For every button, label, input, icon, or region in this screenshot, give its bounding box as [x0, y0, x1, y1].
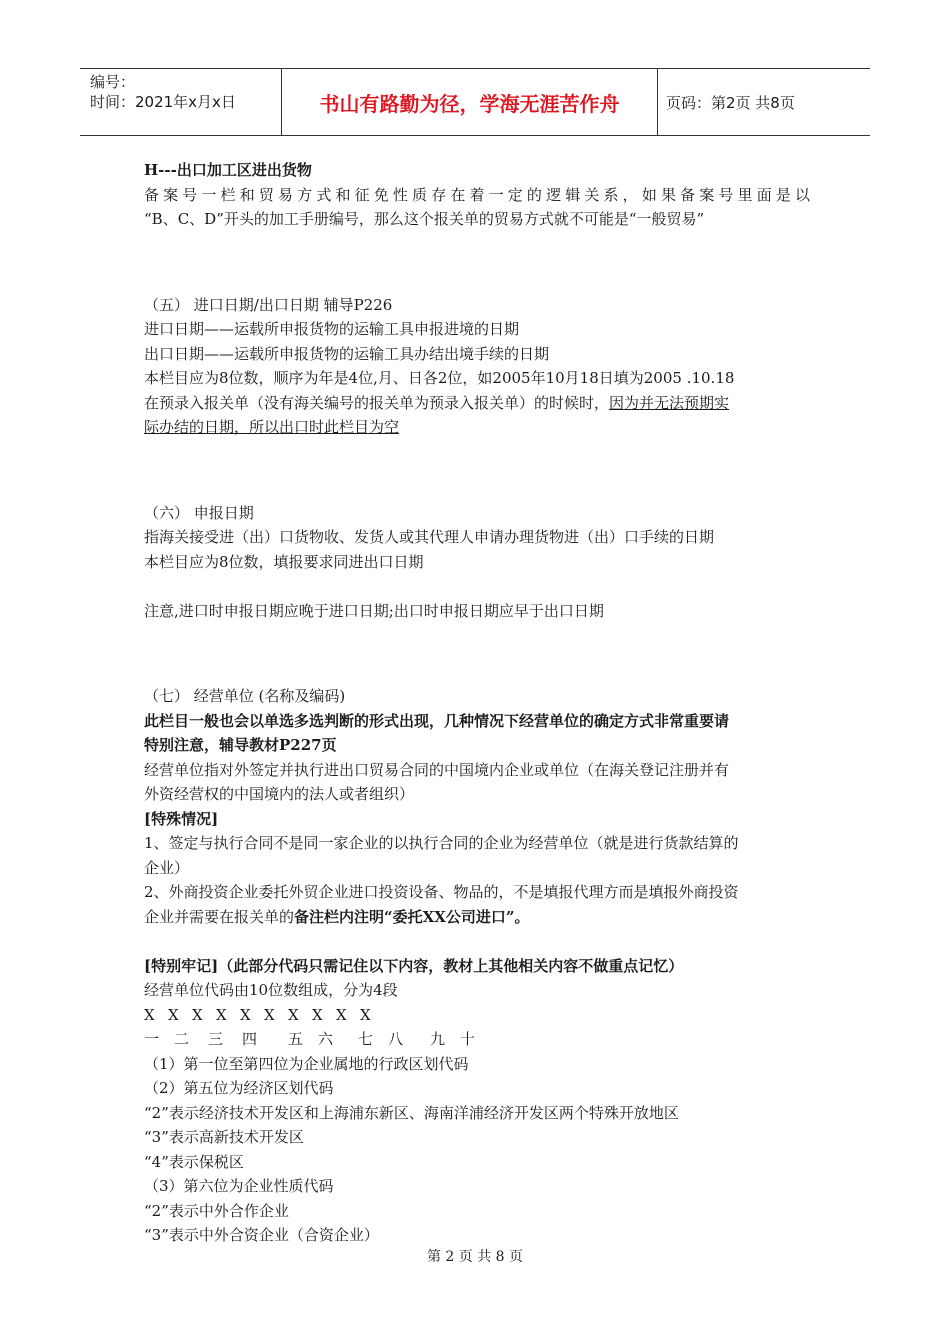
section7-title: （七） 经营单位 (名称及编码) — [144, 687, 346, 705]
code-digit-5: 五 — [288, 1030, 304, 1048]
code-digit-2: 二 — [174, 1030, 190, 1048]
code-x-5: X — [240, 1005, 251, 1024]
special-title: [特殊情况] — [144, 809, 219, 828]
code-x-1: X — [144, 1005, 155, 1024]
code-digit-8: 八 — [388, 1030, 404, 1048]
para1-line1: 备案号一栏和贸易方式和征免性质存在着一定的逻辑关系，如果备案号里面是以 — [144, 185, 810, 204]
section5-title: （五） 进口日期/出口日期 辅导P226 — [144, 295, 393, 314]
memo-item-2: （2）第五位为经济区划代码 — [144, 1079, 334, 1097]
section6-title: （六） 申报日期 — [144, 503, 254, 522]
code-digit-row — [144, 1027, 810, 1052]
time-label: 时间：2021年x月x日 — [90, 93, 236, 111]
code-digit-3: 三 — [208, 1030, 224, 1048]
memo-item-2c: “4”表示保税区 — [144, 1152, 244, 1171]
para1-line2: “B、C、D”开头的加工手册编号，那么这个报关单的贸易方式就不可能是“一般贸易” — [144, 210, 705, 228]
code-x-10: X — [360, 1005, 371, 1024]
special-2-line2 — [144, 905, 810, 930]
section7-para-line1: 经营单位指对外签定并执行进出口贸易合同的中国境内企业或单位（在海关登记注册并有 — [144, 760, 730, 779]
header-page-label: 页码：第2页 共8页 — [666, 93, 795, 112]
memo-item-3a: “2”表示中外合作企业 — [144, 1201, 289, 1220]
section7-bold-line1: 此栏目一般也会以单选多选判断的形式出现，几种情况下经营单位的确定方式非常重要请 — [144, 711, 730, 730]
section6-line2: 本栏目应为8位数，填报要求同进出口日期 — [144, 552, 424, 571]
special-2-line1: 2、外商投资企业委托外贸企业进口投资设备、物品的，不是填报代理方而是填报外商投资 — [144, 883, 739, 901]
section5-line3: 本栏目应为8位数，顺序为年是4位,月、日各2位，如2005年10月18日填为2005 .10.18 — [144, 369, 735, 387]
section6-line1: 指海关接受进（出）口货物收、发货人或其代理人申请办理货物进（出）口手续的日期 — [144, 528, 715, 546]
memo-title-rest: （此部分代码只需记住以下内容，教材上其他相关内容不做重点记忆） — [218, 956, 684, 975]
header-meta — [80, 69, 282, 135]
h-line: H---出口加工区进出货物 — [144, 161, 312, 179]
code-digit-10: 十 — [460, 1030, 476, 1048]
section5-line4-text: 在预录入报关单（没有海关编号的报关单为预录入报关单）的时候时， — [144, 393, 610, 412]
header-motto: 书山有路勤为径，学海无涯苦作舟 — [282, 69, 658, 135]
code-x-8: X — [312, 1005, 323, 1024]
memo-item-3: （3）第六位为企业性质代码 — [144, 1177, 334, 1195]
document-body — [144, 158, 810, 1248]
section5-line1: 进口日期——运载所申报货物的运输工具申报进境的日期 — [144, 320, 520, 338]
section5-line2: 出口日期——运载所申报货物的运输工具办结出境手续的日期 — [144, 344, 550, 363]
memo-item-2b: “3”表示高新技术开发区 — [144, 1128, 304, 1146]
code-x-row — [144, 1003, 810, 1028]
page-header — [80, 68, 870, 136]
section6-note: 注意,进口时申报日期应晚于进口日期;出口时申报日期应早于出口日期 — [144, 601, 604, 620]
section5-underline-b: 际办结的日期，所以出口时此栏目为空 — [144, 418, 400, 436]
section5-line4 — [144, 391, 810, 416]
page-footer: 第 2 页 共 8 页 — [426, 1249, 524, 1265]
code-digit-1: 一 — [144, 1030, 160, 1048]
special-2-bold: 备注栏内注明“委托XX公司进口”。 — [294, 907, 530, 926]
memo-item-3b: “3”表示中外合资企业（合资企业） — [144, 1226, 379, 1244]
code-digit-9: 九 — [430, 1030, 446, 1048]
special-1-line2: 企业） — [144, 858, 190, 877]
section5-underline-a: 因为并无法预期实 — [609, 393, 730, 412]
memo-title-bold: [特别牢记] — [144, 956, 219, 975]
memo-item-2a: “2”表示经济技术开发区和上海浦东新区、海南洋浦经济开发区两个特殊开放地区 — [144, 1103, 679, 1122]
code-x-4: X — [216, 1005, 227, 1024]
code-x-9: X — [336, 1005, 347, 1024]
memo-title — [144, 954, 810, 979]
code-x-2: X — [168, 1005, 179, 1024]
special-2-text: 企业并需要在报关单的 — [144, 907, 295, 926]
code-x-6: X — [264, 1005, 275, 1024]
memo-line1: 经营单位代码由10位数组成，分为4段 — [144, 981, 398, 999]
code-digit-7: 七 — [358, 1030, 374, 1048]
code-digit-4: 四 — [242, 1030, 258, 1048]
code-digit-6: 六 — [318, 1030, 334, 1048]
code-x-3: X — [192, 1005, 203, 1024]
memo-item-1: （1）第一位至第四位为企业属地的行政区划代码 — [144, 1054, 469, 1073]
code-x-7: X — [288, 1005, 299, 1024]
special-1-line1: 1、签定与执行合同不是同一家企业的以执行合同的企业为经营单位（就是进行货款结算的 — [144, 834, 739, 852]
section7-para-line2: 外资经营权的中国境内的法人或者组织） — [144, 785, 415, 803]
section7-bold-line2: 特别注意，辅导教材P227页 — [144, 736, 337, 754]
number-label: 编号： — [90, 73, 136, 91]
